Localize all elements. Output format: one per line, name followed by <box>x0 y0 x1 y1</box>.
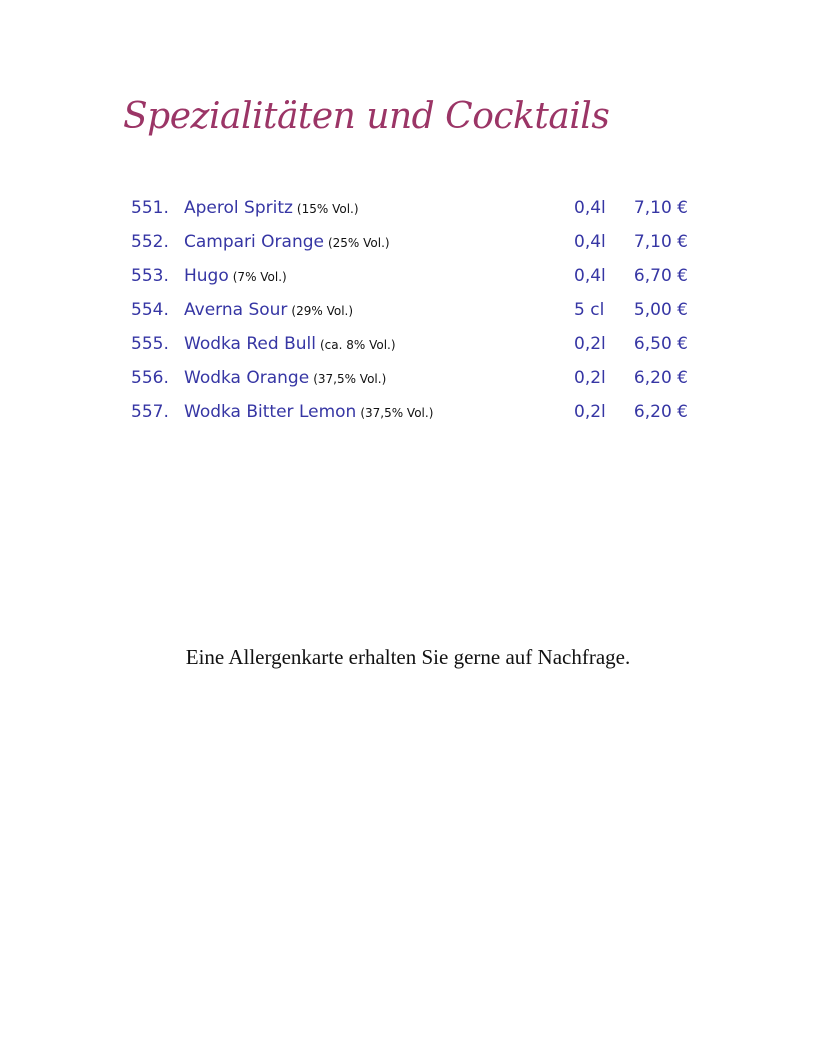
item-name-wrapper <box>184 265 287 288</box>
item-quantity: 0,4l <box>574 232 606 252</box>
item-price: 6,70 € <box>633 266 688 286</box>
item-price: 6,20 € <box>633 368 688 388</box>
item-volume: (37,5% Vol.) <box>360 406 434 420</box>
item-name: Wodka Red Bull <box>184 334 316 354</box>
item-quantity: 0,4l <box>574 266 606 286</box>
item-price: 6,50 € <box>633 334 688 354</box>
menu-item <box>131 299 701 333</box>
item-quantity: 5 cl <box>574 300 605 320</box>
item-name-wrapper <box>184 401 433 424</box>
menu-list <box>131 197 701 435</box>
item-name-wrapper <box>184 333 396 356</box>
item-name-wrapper <box>184 231 390 254</box>
menu-item <box>131 265 701 299</box>
item-price: 7,10 € <box>633 198 688 218</box>
menu-item <box>131 401 701 435</box>
allergen-note: Eine Allergenkarte erhalten Sie gerne auf Nachfrage. <box>185 645 631 669</box>
item-volume: (37,5% Vol.) <box>313 372 387 386</box>
menu-item <box>131 367 701 401</box>
item-name: Aperol Spritz <box>184 198 293 218</box>
item-number: 556. <box>131 368 169 388</box>
item-name-wrapper <box>184 197 359 220</box>
item-price: 6,20 € <box>633 402 688 422</box>
item-volume: (7% Vol.) <box>232 270 287 284</box>
item-quantity: 0,2l <box>574 368 606 388</box>
menu-item <box>131 197 701 231</box>
item-volume: (15% Vol.) <box>296 202 359 216</box>
item-number: 554. <box>131 300 169 320</box>
item-name: Wodka Orange <box>184 368 310 388</box>
item-number: 552. <box>131 232 169 252</box>
item-number: 555. <box>131 334 169 354</box>
item-name-wrapper <box>184 299 353 322</box>
item-name-wrapper <box>184 367 386 390</box>
item-number: 557. <box>131 402 169 422</box>
item-volume: (ca. 8% Vol.) <box>319 338 396 352</box>
menu-item <box>131 231 701 265</box>
item-volume: (29% Vol.) <box>291 304 354 318</box>
item-price: 5,00 € <box>633 300 688 320</box>
item-number: 551. <box>131 198 169 218</box>
item-quantity: 0,2l <box>574 402 606 422</box>
page-title: Spezialitäten und Cocktails <box>123 96 610 137</box>
item-price: 7,10 € <box>633 232 688 252</box>
item-name: Hugo <box>184 266 229 286</box>
item-name: Campari Orange <box>184 232 324 252</box>
item-quantity: 0,2l <box>574 334 606 354</box>
menu-item <box>131 333 701 367</box>
item-quantity: 0,4l <box>574 198 606 218</box>
item-name: Wodka Bitter Lemon <box>184 402 357 422</box>
item-number: 553. <box>131 266 169 286</box>
item-volume: (25% Vol.) <box>327 236 390 250</box>
item-name: Averna Sour <box>184 300 288 320</box>
